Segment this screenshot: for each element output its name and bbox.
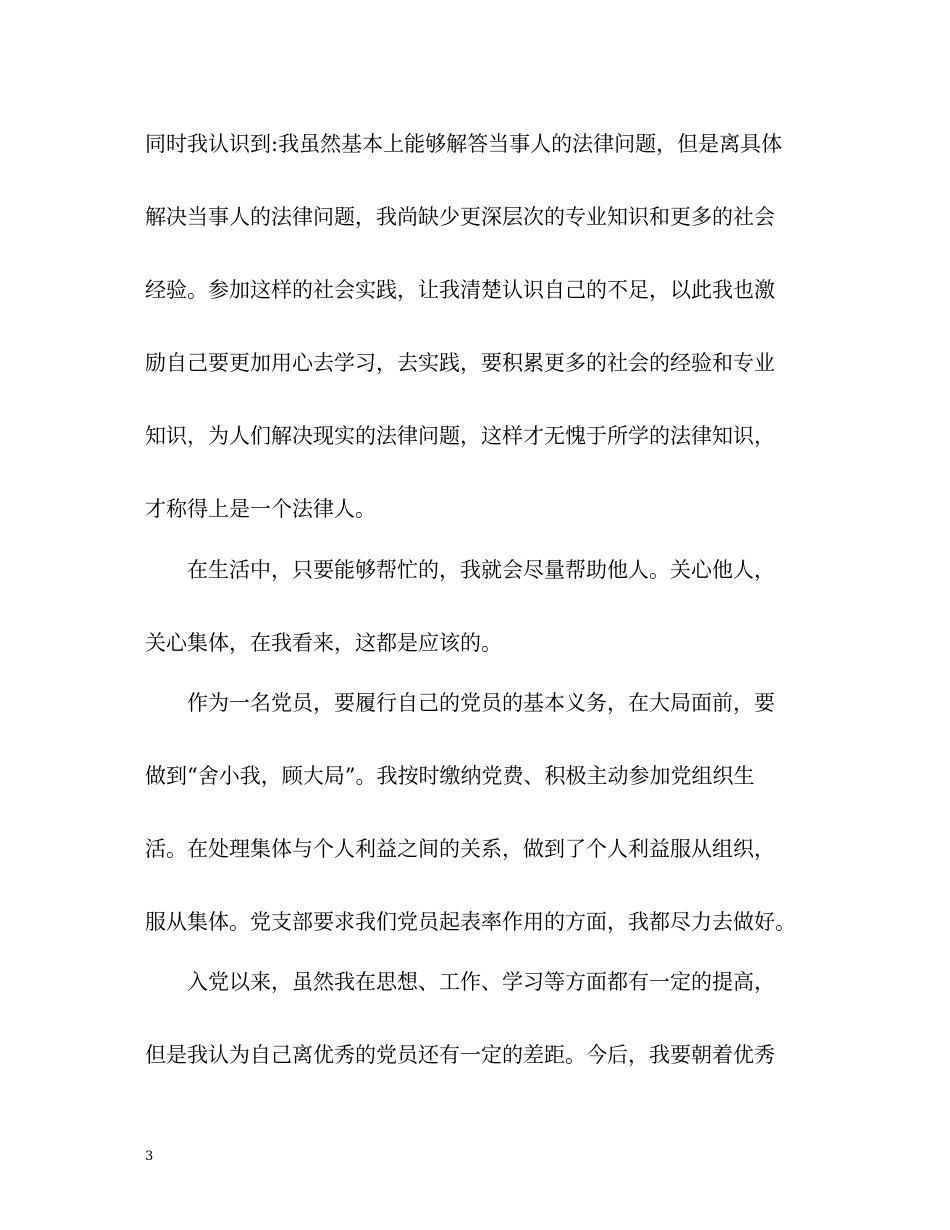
text-line-4: 励自己要更加用心去学习，去实践，要积累更多的社会的经验和专业 — [145, 351, 775, 375]
text-line-13: 入党以来，虽然我在思想、工作、学习等方面都有一定的提高， — [187, 970, 775, 994]
page-number: 3 — [145, 1149, 154, 1164]
text-line-1: 同时我认识到:我虽然基本上能够解答当事人的法律问题，但是离具体 — [145, 132, 783, 156]
text-line-14: 但是我认为自己离优秀的党员还有一定的差距。今后，我要朝着优秀 — [145, 1043, 775, 1067]
text-line-6: 才称得上是一个法律人。 — [145, 497, 376, 521]
text-line-10: 做到“舍小我，顾大局”。我按时缴纳党费、积极主动参加党组织生 — [145, 764, 755, 788]
text-line-8: 关心集体，在我看来，这都是应该的。 — [145, 631, 502, 655]
text-line-3: 经验。参加这样的社会实践，让我清楚认识自己的不足，以此我也激 — [145, 278, 775, 302]
text-line-12: 服从集体。党支部要求我们党员起表率作用的方面，我都尽力去做好。 — [145, 910, 796, 934]
text-line-7: 在生活中，只要能够帮忙的，我就会尽量帮助他人。关心他人， — [187, 558, 775, 582]
text-line-5: 知识，为人们解决现实的法律问题，这样才无愧于所学的法律知识， — [145, 424, 775, 448]
text-line-2: 解决当事人的法律问题，我尚缺少更深层次的专业知识和更多的社会 — [145, 205, 775, 229]
text-line-11: 活。在处理集体与个人利益之间的关系，做到了个人利益服从组织， — [145, 837, 775, 861]
text-line-9: 作为一名党员，要履行自己的党员的基本义务，在大局面前，要 — [187, 691, 775, 715]
